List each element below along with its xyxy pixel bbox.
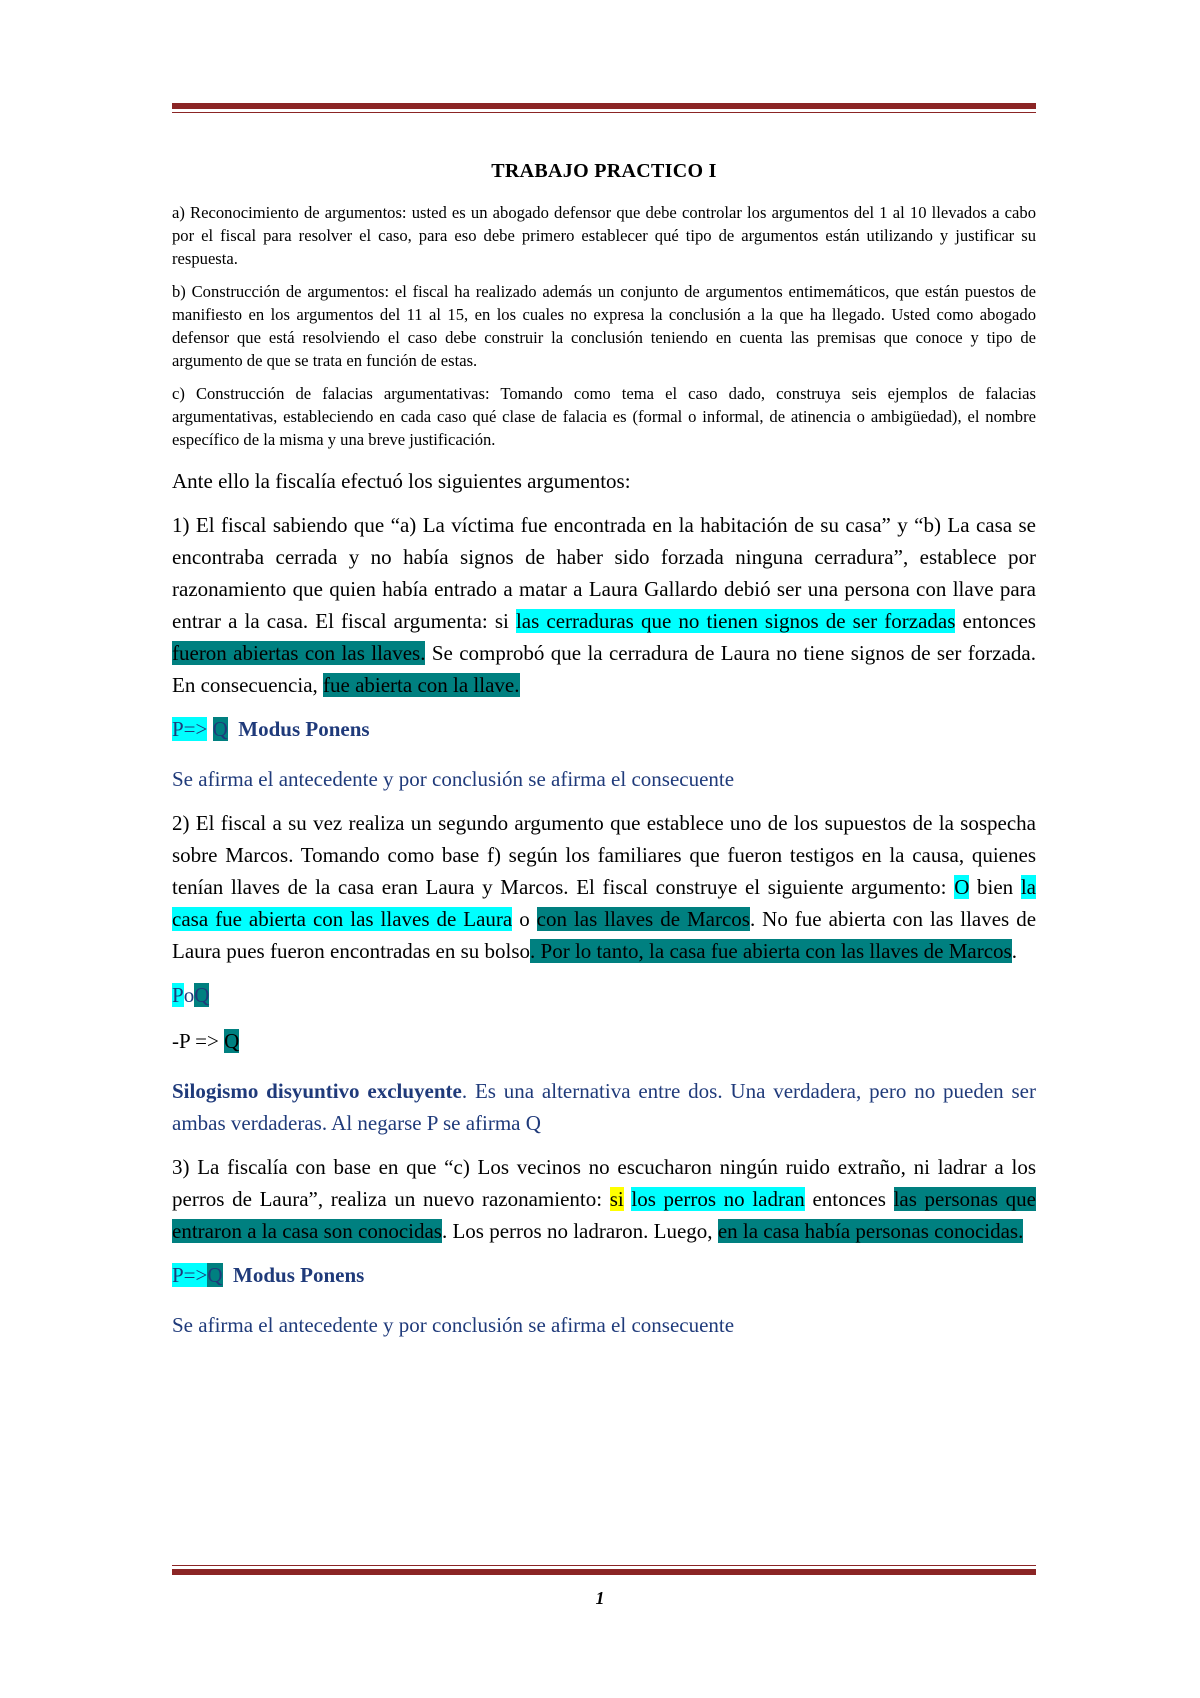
argument-2-explanation-text: . Es una alternativa entre dos. Una verdadera, pero no pueden ser ambas verdaderas. Al negarse P se afirma Q bbox=[172, 1079, 1036, 1135]
instruction-c: c) Construcción de falacias argumentativas: Tomando como tema el caso dado, construya seis ejemplos de falacias argumentativas, estableciendo en cada caso qué clase de falacia es (formal o informal, de atinencia o ambigüedad), el nombre específico de la misma y una breve justificación. bbox=[172, 384, 1036, 449]
argument-2-conclusion: . Por lo tanto, la casa fue abierta con las llaves de Marcos bbox=[530, 939, 1012, 963]
argument-1-antecedent: las cerraduras que no tienen signos de ser forzadas bbox=[515, 609, 956, 633]
argument-1-explanation: Se afirma el antecedente y por conclusión se afirma el consecuente bbox=[172, 767, 735, 791]
footer-rule bbox=[172, 1565, 1036, 1575]
formula-p: P=> bbox=[172, 717, 208, 741]
formula-not-p: -P => bbox=[172, 1029, 219, 1053]
argument-3-explanation: Se afirma el antecedente y por conclusión se afirma el consecuente bbox=[172, 1313, 735, 1337]
argument-2-option-q: con las llaves de Marcos bbox=[536, 907, 750, 931]
formula-p: P=> bbox=[172, 1263, 208, 1287]
argument-1-text: entonces bbox=[955, 609, 1036, 633]
argument-2-text: . bbox=[1011, 939, 1017, 963]
argument-1-consequent: fueron abiertas con las llaves. bbox=[172, 641, 426, 665]
argument-1-conclusion: fue abierta con la llave. bbox=[323, 673, 520, 697]
argument-1-text: Se comprobó que la cerradura de Laura no tiene signos de ser forzada. En consecuencia, bbox=[172, 641, 1036, 697]
argument-3-text: entonces bbox=[804, 1187, 894, 1211]
formula-q: Q bbox=[212, 717, 228, 741]
argument-2-text: bien bbox=[969, 875, 1021, 899]
instruction-b: b) Construcción de argumentos: el fiscal ha realizado además un conjunto de argumentos entimemáticos, que están puestos de manifiesto en los argumentos del 11 al 15, en los cuales no expresa la conclusión a la que ha llegado. Usted como abogado defensor que está resolviendo el caso debe construir la conclusión teniendo en cuenta las premisas que conoce y tipo de argumento de que se trata en función de estas. bbox=[172, 282, 1036, 370]
argument-1-text: 1) El fiscal sabiendo que “a) La víctima fue encontrada en la habitación de su casa” y “b) La casa se encontraba cerrada y no había signos de haber sido forzada ninguna cerradura”, establece por razonamiento que quien había entrado a matar a Laura Gallardo debió ser una persona con llave para entrar a la casa. El fiscal argumenta: si bbox=[172, 513, 1036, 633]
argument-2-explanation bbox=[172, 1075, 1036, 1139]
argument-3-formula bbox=[172, 1259, 1036, 1291]
argument-3-type: Modus Ponens bbox=[233, 1263, 365, 1287]
argument-3-text: 3) La fiscalía con base en que “c) Los vecinos no escucharon ningún ruido extraño, ni ladrar a los perros de Laura”, realiza un nuevo razonamiento: bbox=[172, 1155, 1036, 1211]
argument-2-formula-1 bbox=[172, 979, 1036, 1011]
intro-paragraph: Ante ello la fiscalía efectuó los siguientes argumentos: bbox=[172, 469, 631, 493]
argument-3-text: . Los perros no ladraron. Luego, bbox=[441, 1219, 718, 1243]
page-body bbox=[172, 160, 1036, 1353]
argument-2-text: 2) El fiscal a su vez realiza un segundo argumento que establece uno de los supuestos de la sospecha sobre Marcos. Tomando como base f) según los familiares que fueron testigos en la causa, quienes tenían llaves de la casa eran Laura y Marcos. El fiscal construye el siguiente argumento: bbox=[172, 811, 1036, 899]
argument-2-paragraph bbox=[172, 807, 1036, 967]
argument-2-text: o bbox=[512, 907, 537, 931]
argument-3-conditional: si bbox=[609, 1187, 624, 1211]
argument-2-option-p: la casa fue abierta con las llaves de Laura bbox=[172, 875, 1036, 931]
header-rule bbox=[172, 103, 1036, 113]
argument-3-antecedent: los perros no ladran bbox=[631, 1187, 805, 1211]
argument-3-consequent: las personas que entraron a la casa son conocidas bbox=[172, 1187, 1036, 1243]
argument-3-paragraph bbox=[172, 1151, 1036, 1247]
argument-2-formula-2 bbox=[172, 1025, 1036, 1057]
page-number: 1 bbox=[595, 1588, 605, 1608]
formula-q: Q bbox=[194, 983, 210, 1007]
argument-1-paragraph bbox=[172, 509, 1036, 701]
page-title: TRABAJO PRACTICO I bbox=[491, 160, 717, 182]
instruction-a: a) Reconocimiento de argumentos: usted es un abogado defensor que debe controlar los argumentos del 1 al 10 llevados a cabo por el fiscal para resolver el caso, para eso debe primero establecer qué tipo de argumentos están utilizando y justificar su respuesta. bbox=[172, 203, 1036, 268]
argument-1-formula bbox=[172, 713, 1036, 745]
argument-2-text: . No fue abierta con las llaves de Laura pues fueron encontradas en su bolso bbox=[172, 907, 1037, 963]
formula-q: Q bbox=[207, 1263, 223, 1287]
argument-1-type: Modus Ponens bbox=[238, 717, 370, 741]
argument-3-conclusion: en la casa había personas conocidas. bbox=[717, 1219, 1024, 1243]
formula-q: Q bbox=[224, 1029, 240, 1053]
argument-2-disjunction: O bbox=[954, 875, 970, 899]
formula-or: o bbox=[183, 983, 195, 1007]
formula-p: P bbox=[172, 983, 184, 1007]
argument-2-type: Silogismo disyuntivo excluyente bbox=[172, 1079, 462, 1103]
